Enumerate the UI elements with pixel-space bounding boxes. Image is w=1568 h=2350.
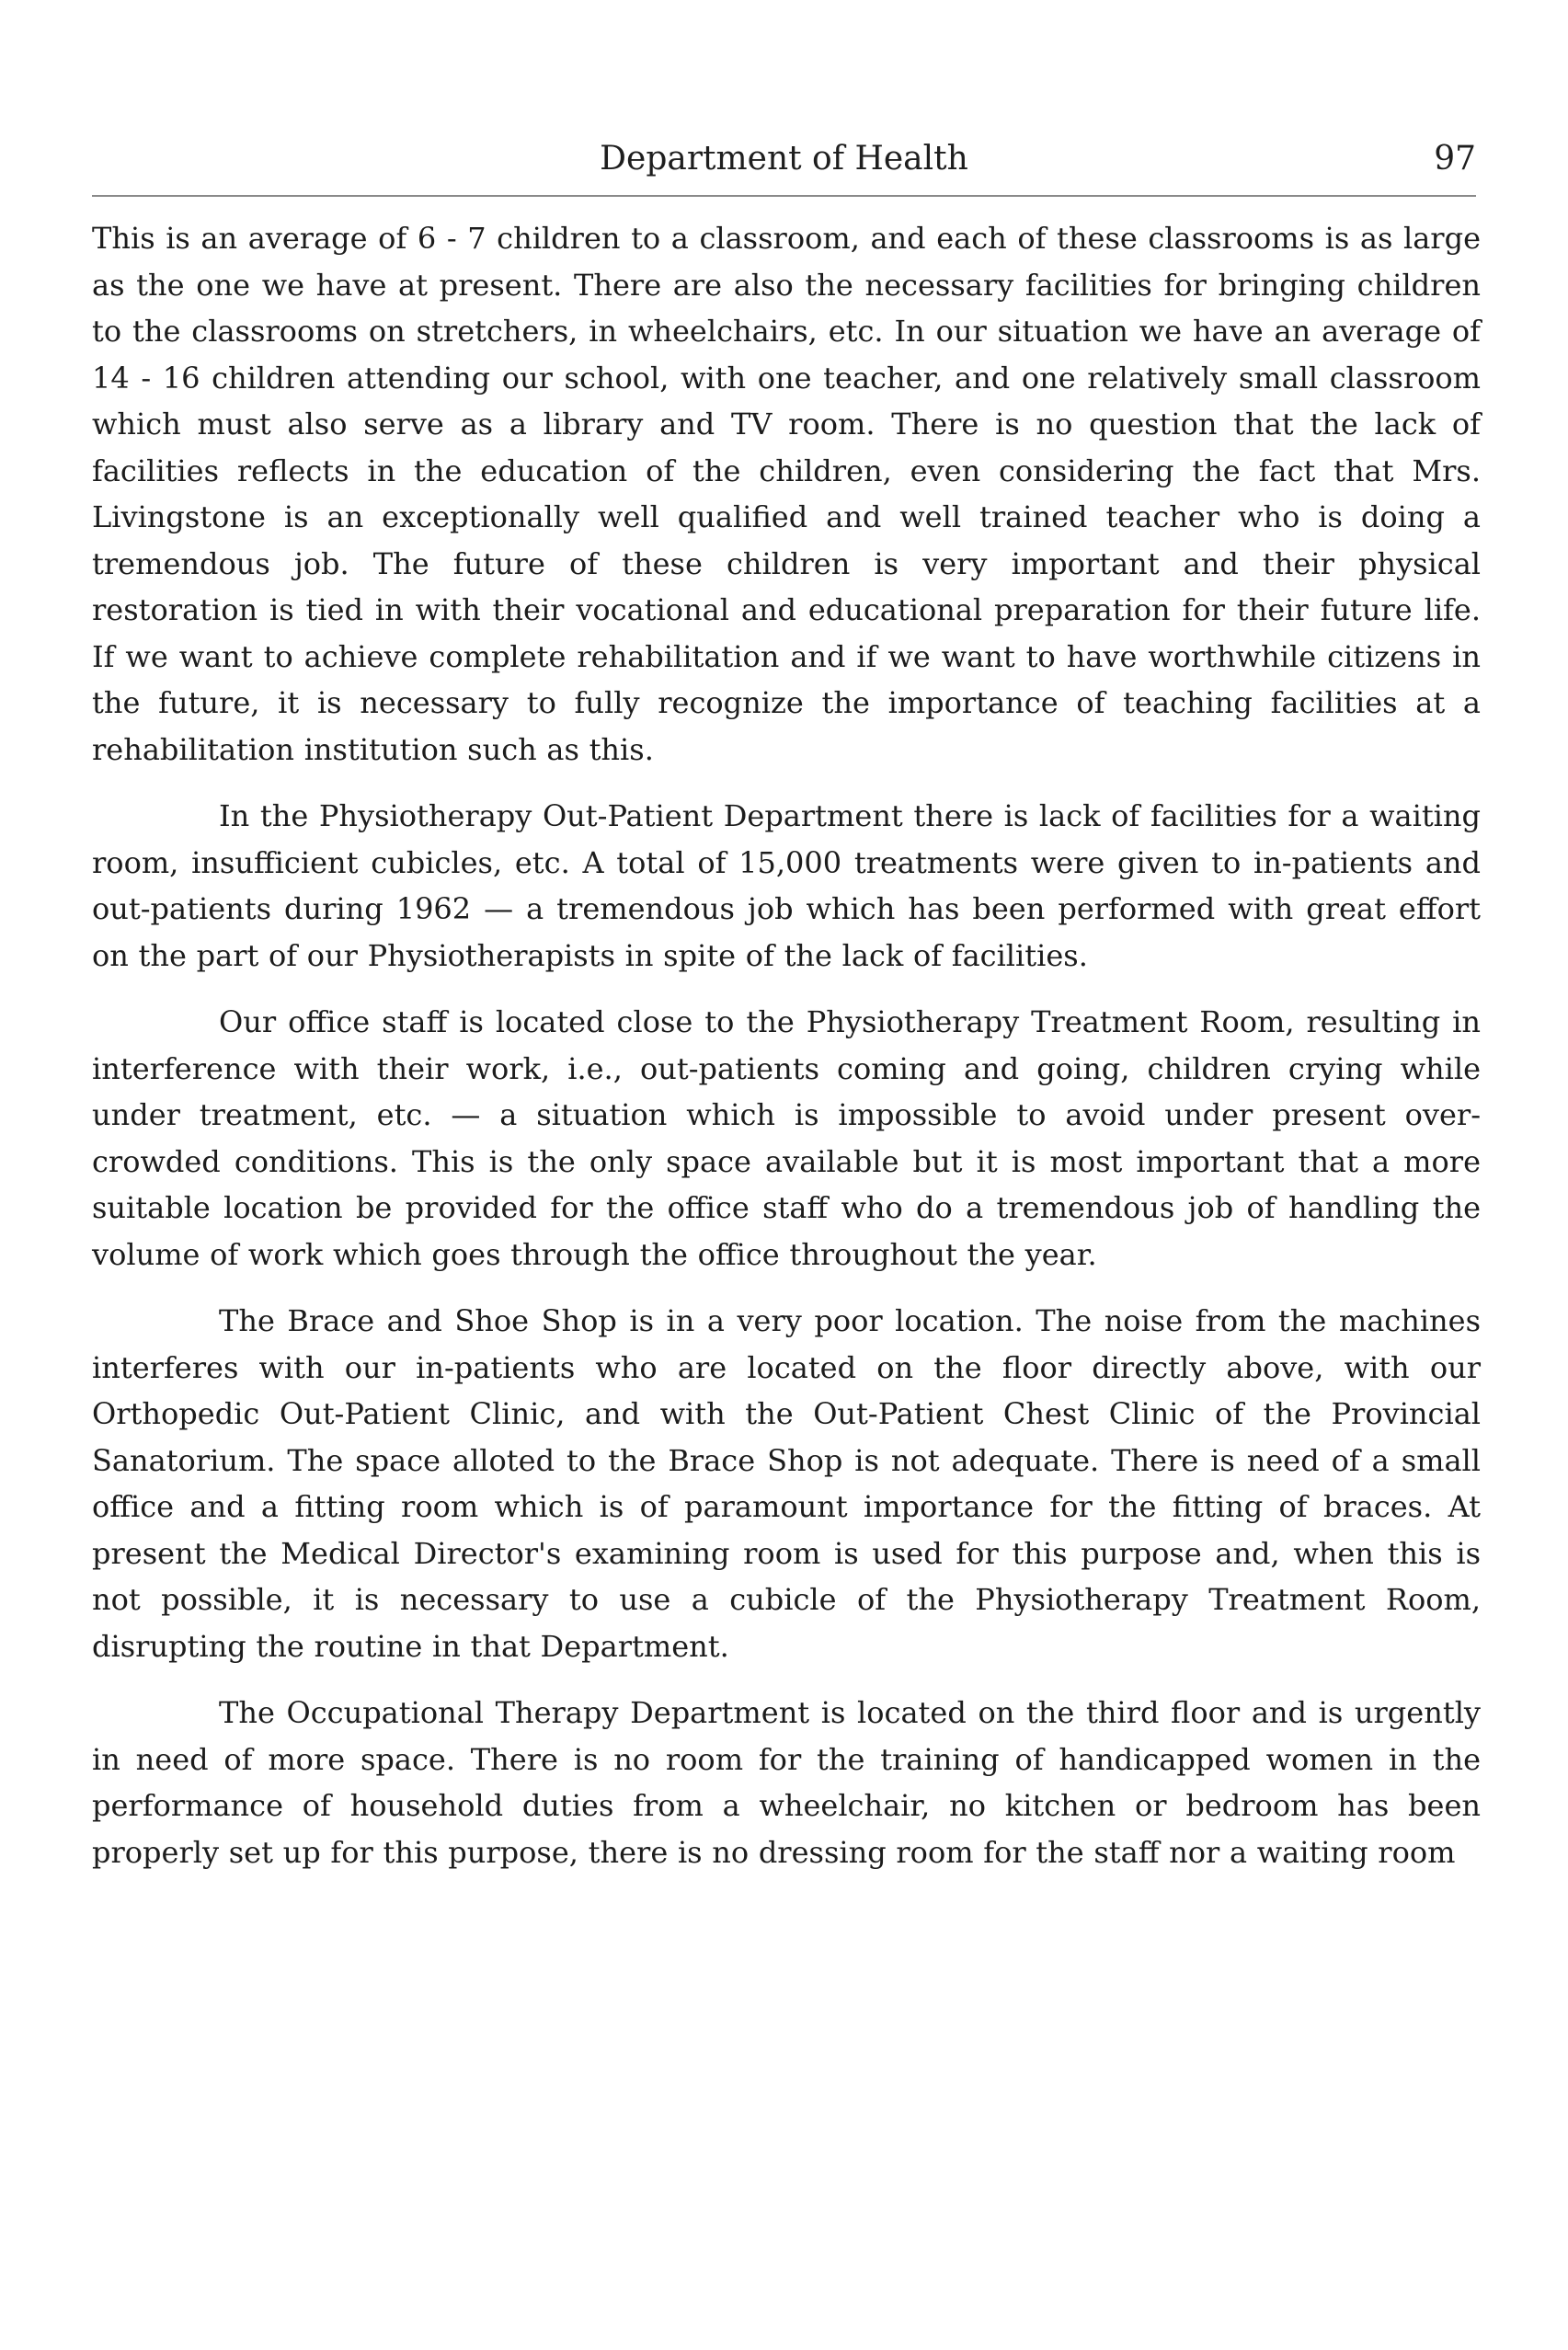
paragraph-office-staff: Our office staff is located close to the Physiotherapy Treatment Room, resulting in interference with their work, i.e., out-patients coming and going, children crying while under treatment, etc. — a situation which is impossible to avoid under present over-crowded conditions. This is the only space available but it is most important that a more suitable location be provided for the office staff who do a tremendous job of handling the volume of work which goes through the office throughout the year.	[92, 1004, 1481, 1272]
paragraph-classroom-facilities: This is an average of 6 - 7 children to a classroom, and each of these classrooms is as large as the one we have at present. There are also the necessary facilities for bringing children to the classrooms on stretchers, in wheelchairs, etc. In our situation we have an average of 14 - 16 children attending our school, with one teacher, and one relatively small classroom which must also serve as a library and TV room. There is no question that the lack of facilities reflects in the education of the children, even considering the fact that Mrs. Livingstone is an exceptionally well qualified and well trained teacher who is doing a tremendous job. The future of these children is very important and their physical restoration is tied in with their vocational and educational preparation for their future life. If we want to achieve complete rehabilitation and if we want to have worthwhile citizens in the future, it is necessary to fully recognize the importance of teaching facilities at a rehabilitation institution such as this.	[92, 221, 1481, 767]
paragraph-physiotherapy: In the Physiotherapy Out-Patient Department there is lack of facilities for a waiting room, insufficient cubicles, etc. A total of 15,000 treatments were given to in-patients and out-patients during 1962 — a tremendous job which has been performed with great effort on the part of our Physiotherapists in spite of the lack of facilities.	[92, 798, 1481, 973]
paragraph-occupational-therapy: The Occupational Therapy Department is located on the third floor and is urgently in need of more space. There is no room for the training of handicapped women in the performance of household duties from a wheelchair, no kitchen or bedroom has been properly set up for this purpose, there is no dressing room for the staff nor a waiting room	[92, 1695, 1481, 1870]
page-number: 97	[1434, 140, 1476, 178]
header-rule	[92, 195, 1476, 197]
paragraph-brace-shop: The Brace and Shoe Shop is in a very poor location. The noise from the machines interferes with our in-patients who are located on the floor directly above, with our Orthopedic Out-Patient Clinic, and with the Out-Patient Chest Clinic of the Provincial Sanatorium. The space alloted to the Brace Shop is not adequate. There is need of a small office and a fitting room which is of paramount importance for the fitting of braces. At present the Medical Director's examining room is used for this purpose and, when this is not possible, it is necessary to use a cubicle of the Physiotherapy Treatment Room, disrupting the routine in that Department.	[92, 1303, 1481, 1664]
running-title: Department of Health	[600, 140, 968, 178]
page-header	[92, 136, 1476, 182]
body-text	[92, 215, 1481, 1896]
